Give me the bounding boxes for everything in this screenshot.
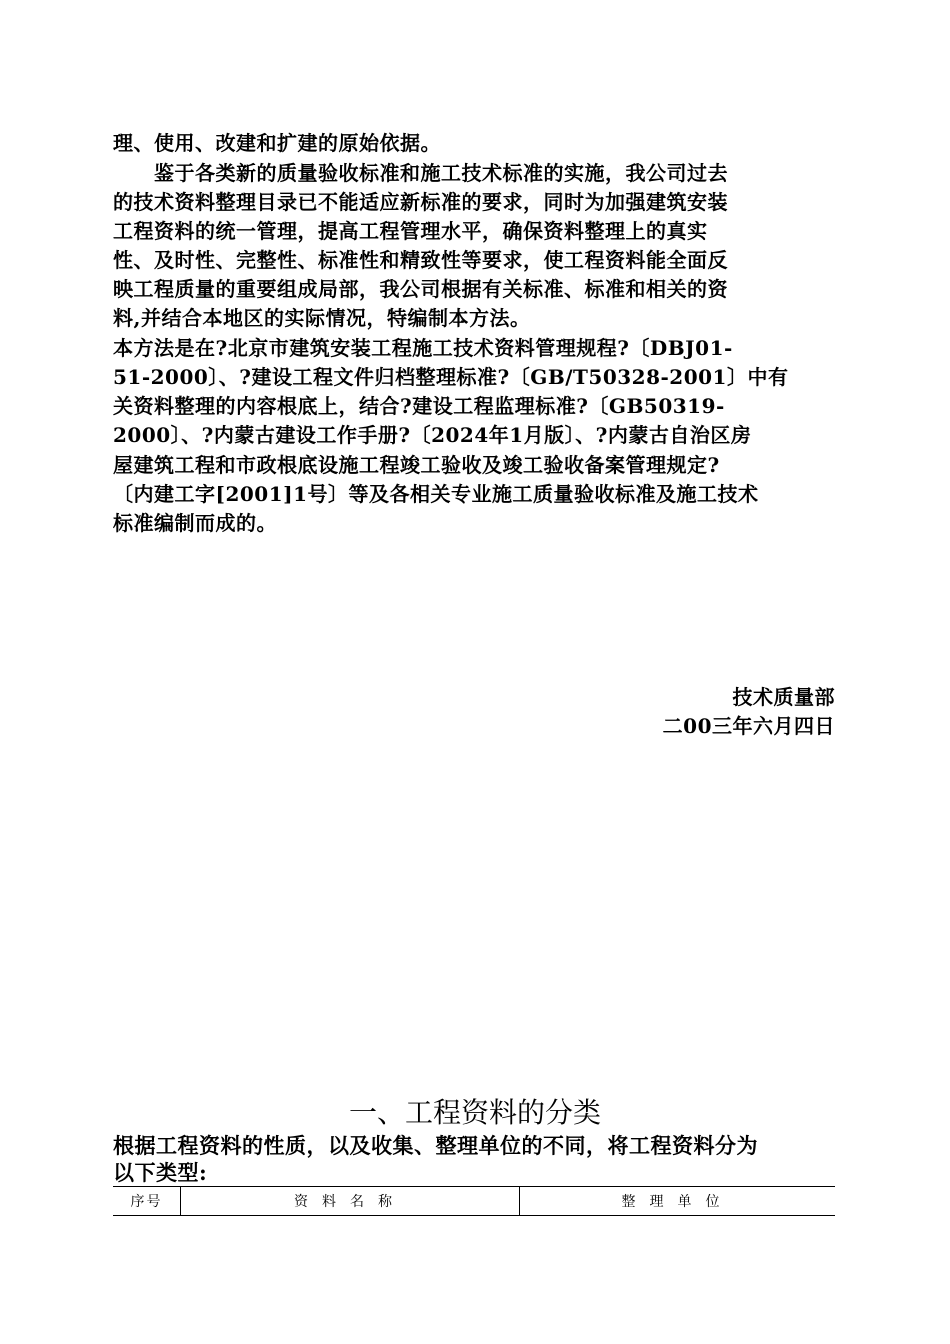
intro-line: 根据工程资料的性质，以及收集、整理单位的不同，将工程资料分为 [113,1133,758,1158]
paragraph-line: 屋建筑工程和市政根底设施工程竣工验收及竣工验收备案管理规定? [113,453,720,477]
paragraph-line: 鉴于各类新的质量验收标准和施工技术标准的实施，我公司过去 [113,161,728,185]
paragraph-line: 工程资料的统一管理，提高工程管理水平，确保资料整理上的真实 [113,219,708,243]
paragraph-line: 关资料整理的内容根底上，结合?建设工程监理标准?〔GB50319- [113,394,725,418]
paragraph-line: 本方法是在?北京市建筑安装工程施工技术资料管理规程?〔DBJ01- [113,336,733,360]
paragraph-line: 的技术资料整理目录已不能适应新标准的要求，同时为加强建筑安装 [113,190,728,214]
paragraph-line: 标准编制而成的。 [113,511,277,535]
section-heading: 一、工程资料的分类 [348,1096,601,1129]
signature-department: 技术质量部 [732,685,835,709]
paragraph-line: 51-2000〕、?建设工程文件归档整理标准?〔GB/T50328-2001〕中有 [113,365,789,389]
signature-date: 二00三年六月四日 [662,714,835,738]
paragraph-line: 理、使用、改建和扩建的原始依据。 [113,131,441,155]
column-header-index: 序号 [113,1187,181,1215]
intro-line: 以下类型: [113,1160,208,1185]
paragraph-line: 性、及时性、完整性、标准性和精致性等要求，使工程资料能全面反 [113,248,728,272]
paragraph-line: 〔内建工字[2001]1号〕等及各相关专业施工质量验收标准及施工技术 [113,482,759,506]
column-header-unit: 整理单位 [621,1194,734,1210]
paragraph-line: 映工程质量的重要组成局部，我公司根据有关标准、标准和相关的资 [113,277,728,301]
column-header-name: 资料名称 [181,1187,520,1215]
paragraph-line: 2000〕、?内蒙古建设工作手册?〔2024年1月版〕、?内蒙古自治区房 [113,423,752,447]
table-header-row [113,1186,835,1216]
paragraph-line: 料,并结合本地区的实际情况，特编制本方法。 [113,306,531,330]
